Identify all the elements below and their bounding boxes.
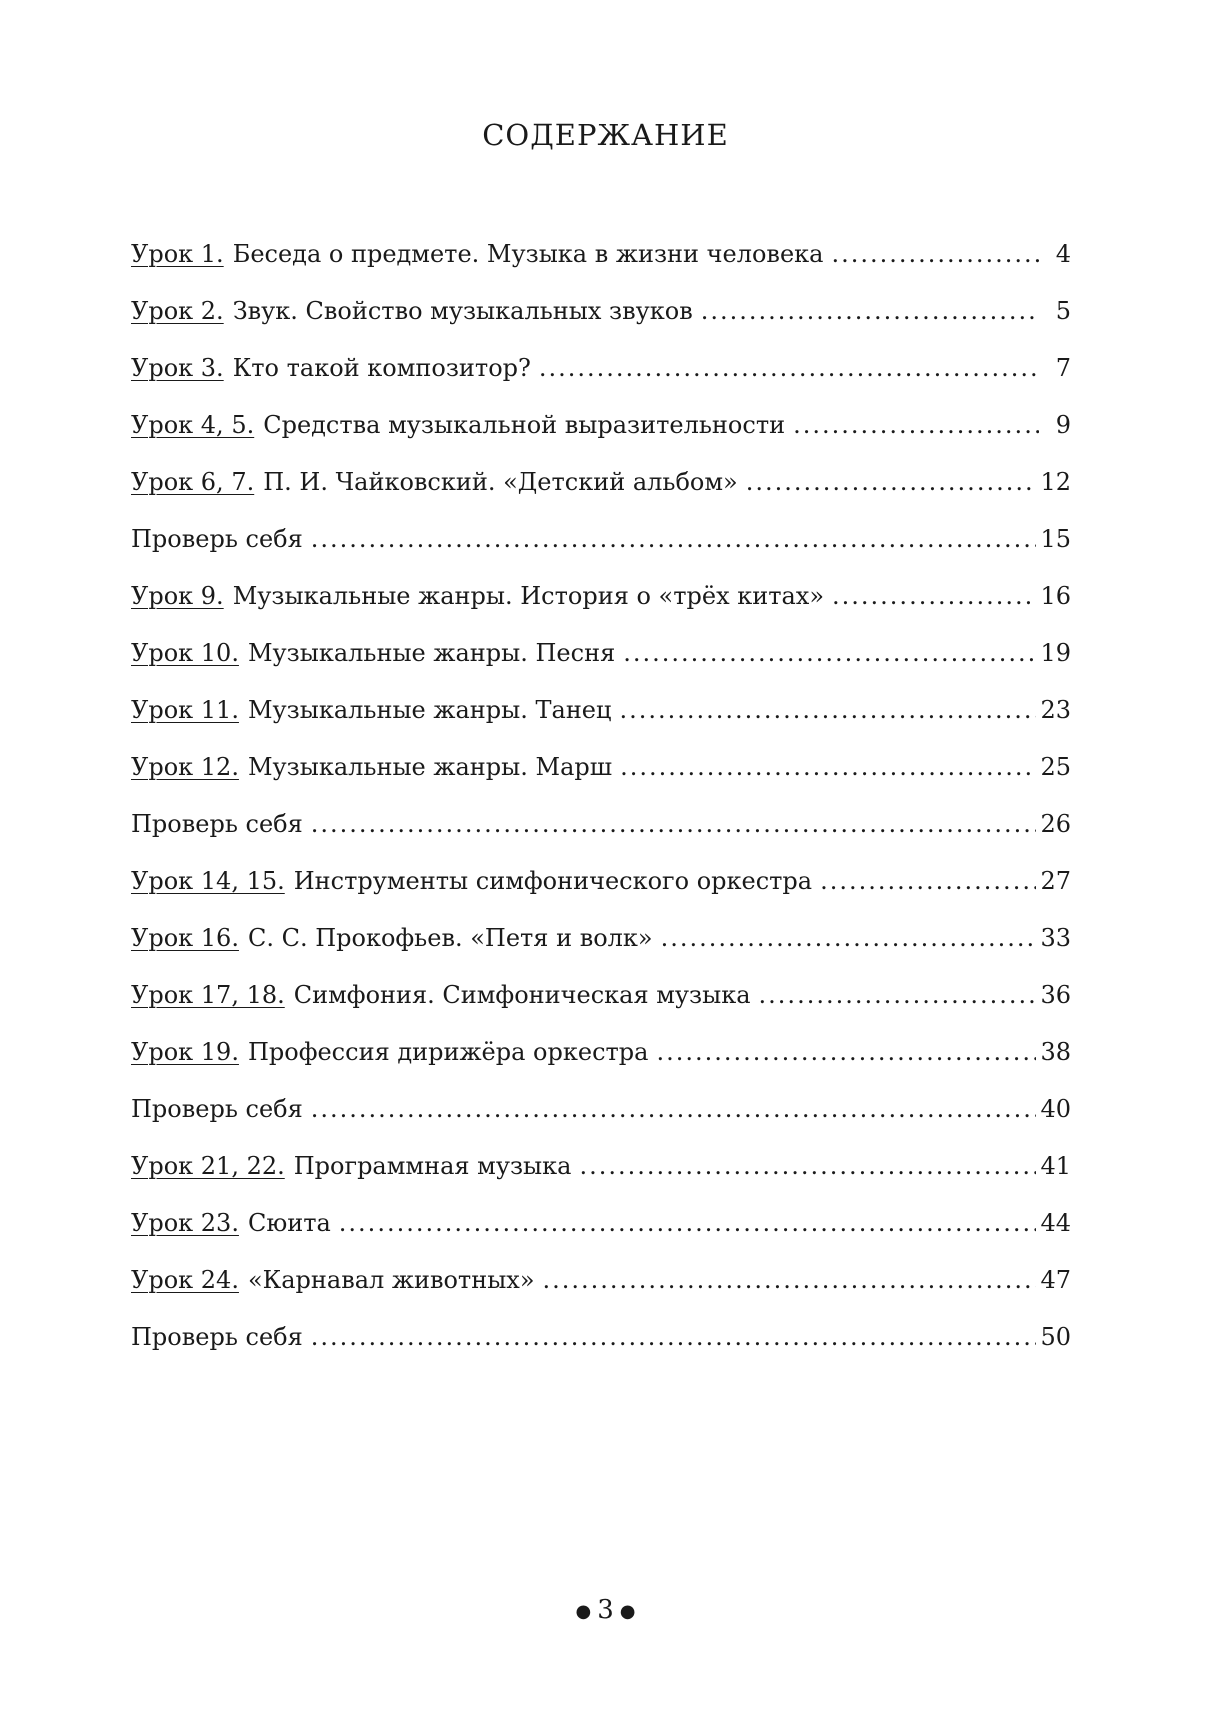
dot-leader — [311, 1095, 1037, 1123]
entry-title: Кто такой композитор? — [232, 354, 531, 382]
lesson-number: Урок 19. — [131, 1038, 239, 1066]
toc-entry[interactable] — [131, 1038, 1071, 1095]
dot-leader — [793, 411, 1039, 439]
entry-title: Музыкальные жанры. Песня — [247, 639, 616, 667]
entry-page-number: 40 — [1040, 1095, 1071, 1123]
entry-title: Проверь себя — [131, 810, 303, 838]
dot-leader — [623, 639, 1036, 667]
lesson-number: Урок 1. — [131, 240, 224, 268]
toc-entry[interactable] — [131, 1152, 1071, 1209]
toc-entry[interactable] — [131, 411, 1071, 468]
dot-leader — [579, 1152, 1036, 1180]
toc-entry[interactable] — [131, 240, 1071, 297]
entry-title: Проверь себя — [131, 1095, 303, 1123]
entry-title: Средства музыкальной выразительности — [263, 411, 786, 439]
entry-title: Симфония. Симфоническая музыка — [293, 981, 751, 1009]
entry-page-number: 5 — [1055, 297, 1071, 325]
toc-entry[interactable] — [131, 867, 1071, 924]
dot-leader — [661, 924, 1037, 952]
entry-title: Музыкальные жанры. Марш — [247, 753, 613, 781]
lesson-number: Урок 4, 5. — [131, 411, 255, 439]
entry-title: Музыкальные жанры. История о «трёх китах» — [232, 582, 825, 610]
entry-page-number: 4 — [1055, 240, 1071, 268]
entry-page-number: 36 — [1040, 981, 1071, 1009]
entry-title: Профессия дирижёра оркестра — [247, 1038, 649, 1066]
dot-leader — [311, 1323, 1037, 1351]
entry-page-number: 26 — [1040, 810, 1071, 838]
lesson-number: Урок 6, 7. — [131, 468, 255, 496]
dot-leader — [759, 981, 1037, 1009]
toc-entry[interactable] — [131, 1266, 1071, 1323]
entry-title: Программная музыка — [293, 1152, 572, 1180]
dot-leader — [339, 1209, 1037, 1237]
lesson-number: Урок 10. — [131, 639, 239, 667]
entry-title: Беседа о предмете. Музыка в жизни человека — [232, 240, 824, 268]
entry-title: «Карнавал животных» — [247, 1266, 535, 1294]
entry-page-number: 50 — [1040, 1323, 1071, 1351]
lesson-number: Урок 12. — [131, 753, 239, 781]
entry-page-number: 9 — [1055, 411, 1071, 439]
dot-leader — [831, 240, 1039, 268]
lesson-number: Урок 23. — [131, 1209, 239, 1237]
dot-leader — [701, 297, 1039, 325]
entry-title: Инструменты симфонического оркестра — [293, 867, 813, 895]
entry-title: С. С. Прокофьев. «Петя и волк» — [247, 924, 653, 952]
entry-page-number: 15 — [1040, 525, 1071, 553]
dot-leader — [746, 468, 1037, 496]
toc-entry[interactable] — [131, 1323, 1071, 1380]
lesson-number: Урок 17, 18. — [131, 981, 285, 1009]
dot-leader — [656, 1038, 1036, 1066]
entry-page-number: 33 — [1040, 924, 1071, 952]
entry-title: Сюита — [247, 1209, 331, 1237]
toc-entry[interactable] — [131, 297, 1071, 354]
entry-page-number: 7 — [1055, 354, 1071, 382]
toc-entry[interactable] — [131, 354, 1071, 411]
entry-title: Проверь себя — [131, 1323, 303, 1351]
entry-page-number: 38 — [1040, 1038, 1071, 1066]
toc-entry[interactable] — [131, 753, 1071, 810]
bullet-icon: ● — [619, 1600, 636, 1622]
dot-leader — [832, 582, 1036, 610]
entry-page-number: 44 — [1040, 1209, 1071, 1237]
page-number: 3 — [597, 1595, 614, 1625]
dot-leader — [620, 753, 1036, 781]
entry-page-number: 41 — [1040, 1152, 1071, 1180]
toc-entry[interactable] — [131, 924, 1071, 981]
entry-page-number: 47 — [1040, 1266, 1071, 1294]
toc-entry[interactable] — [131, 639, 1071, 696]
entry-page-number: 12 — [1040, 468, 1071, 496]
lesson-number: Урок 21, 22. — [131, 1152, 285, 1180]
toc-entry[interactable] — [131, 981, 1071, 1038]
entry-page-number: 16 — [1040, 582, 1071, 610]
dot-leader — [543, 1266, 1037, 1294]
entry-page-number: 27 — [1040, 867, 1071, 895]
entry-page-number: 25 — [1040, 753, 1071, 781]
dot-leader — [539, 354, 1039, 382]
dot-leader — [820, 867, 1036, 895]
entry-page-number: 19 — [1040, 639, 1071, 667]
entry-title: Проверь себя — [131, 525, 303, 553]
toc-entry[interactable] — [131, 525, 1071, 582]
entry-title: П. И. Чайковский. «Детский альбом» — [263, 468, 738, 496]
lesson-number: Урок 2. — [131, 297, 224, 325]
dot-leader — [619, 696, 1036, 724]
toc-entry[interactable] — [131, 1095, 1071, 1152]
entry-title: Звук. Свойство музыкальных звуков — [232, 297, 693, 325]
bullet-icon: ● — [575, 1600, 592, 1622]
entry-title: Музыкальные жанры. Танец — [247, 696, 612, 724]
entry-page-number: 23 — [1040, 696, 1071, 724]
lesson-number: Урок 11. — [131, 696, 239, 724]
page-title: СОДЕРЖАНИЕ — [482, 118, 729, 152]
toc-entry[interactable] — [131, 696, 1071, 753]
lesson-number: Урок 3. — [131, 354, 224, 382]
dot-leader — [311, 525, 1037, 553]
toc-entry[interactable] — [131, 582, 1071, 639]
lesson-number: Урок 24. — [131, 1266, 239, 1294]
lesson-number: Урок 9. — [131, 582, 224, 610]
toc-entry[interactable] — [131, 468, 1071, 525]
toc-entry[interactable] — [131, 810, 1071, 867]
toc-entry[interactable] — [131, 1209, 1071, 1266]
lesson-number: Урок 14, 15. — [131, 867, 285, 895]
page-footer — [0, 1595, 1211, 1625]
lesson-number: Урок 16. — [131, 924, 239, 952]
dot-leader — [311, 810, 1037, 838]
table-of-contents — [131, 240, 1071, 1380]
